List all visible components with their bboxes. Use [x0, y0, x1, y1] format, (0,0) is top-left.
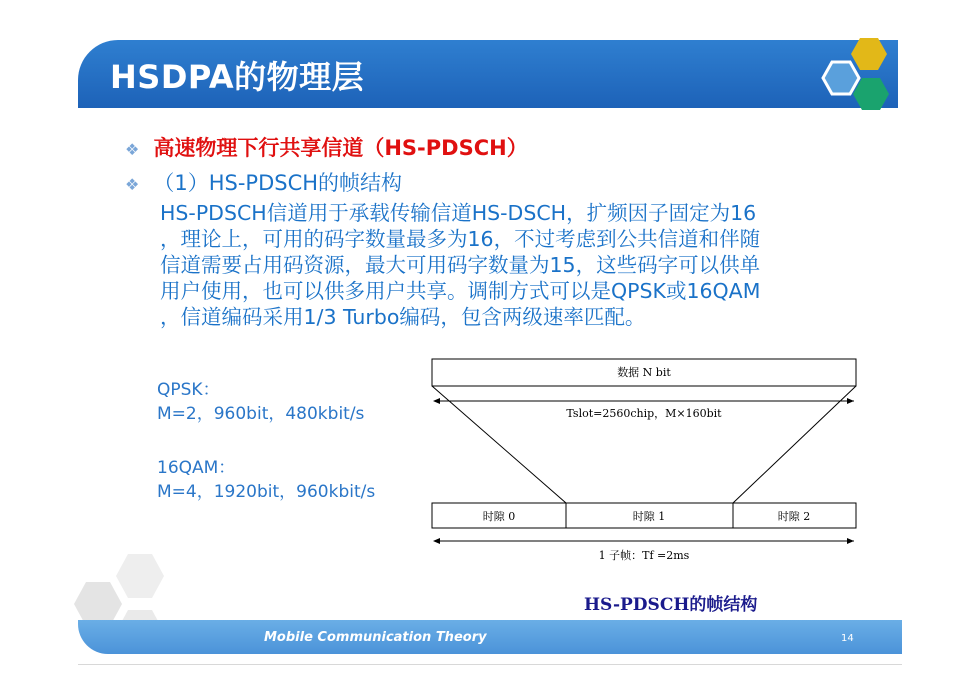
page-number: 14 [841, 633, 854, 644]
slot-2-label: 时隙 2 [777, 510, 811, 523]
qpsk-block [157, 378, 364, 426]
paragraph-line: 信道需要占用码资源，最大可用码字数量为15，这些码字可以供单 [160, 253, 761, 277]
paragraph-line: ，理论上，可用的码字数量最多为16，不过考虑到公共信道和伴随 [160, 227, 761, 251]
frame-structure-diagram [420, 355, 870, 575]
diamond-bullet-icon: ❖ [125, 140, 140, 159]
slot-1-label: 时隙 1 [632, 510, 666, 523]
paragraph-line: ，信道编码采用1/3 Turbo编码，包含两级速率匹配。 [160, 305, 646, 329]
hexagon-logo-icon [818, 34, 900, 114]
expansion-line-right [733, 386, 856, 503]
qpsk-value: M=2，960bit，480kbit/s [157, 404, 365, 424]
qam-value: M=4，1920bit，960kbit/s [157, 482, 376, 502]
expansion-line-left [432, 386, 566, 503]
qpsk-label: QPSK： [157, 380, 220, 400]
slot-label: Tslot=2560chip，M×160bit [566, 407, 722, 420]
footer-bar [78, 620, 902, 654]
description-paragraph [160, 200, 860, 330]
subframe-label: 1 子帧：Tf =2ms [598, 549, 690, 562]
qam-block [157, 456, 375, 504]
bullet-frame-structure [125, 167, 402, 197]
slot-0-label: 时隙 0 [482, 510, 516, 523]
bullet-text: 高速物理下行共享信道（HS-PDSCH） [153, 136, 528, 160]
diagram-caption: HS-PDSCH的帧结构 [584, 595, 758, 615]
footer-divider [78, 664, 902, 665]
bullet-text: （1）HS-PDSCH的帧结构 [153, 171, 403, 195]
bullet-hs-pdsch [125, 132, 528, 162]
paragraph-line: 用户使用，也可以供多用户共享。调制方式可以是QPSK或16QAM [160, 279, 761, 303]
data-label: 数据 N bit [617, 366, 671, 379]
paragraph-line: HS-PDSCH信道用于承载传输信道HS-DSCH，扩频因子固定为16 [160, 201, 757, 225]
diamond-bullet-icon: ❖ [125, 175, 140, 194]
qam-label: 16QAM： [157, 458, 236, 478]
footer-text: Mobile Communication Theory [264, 630, 487, 645]
slide-title: HSDPA的物理层 [110, 58, 365, 96]
